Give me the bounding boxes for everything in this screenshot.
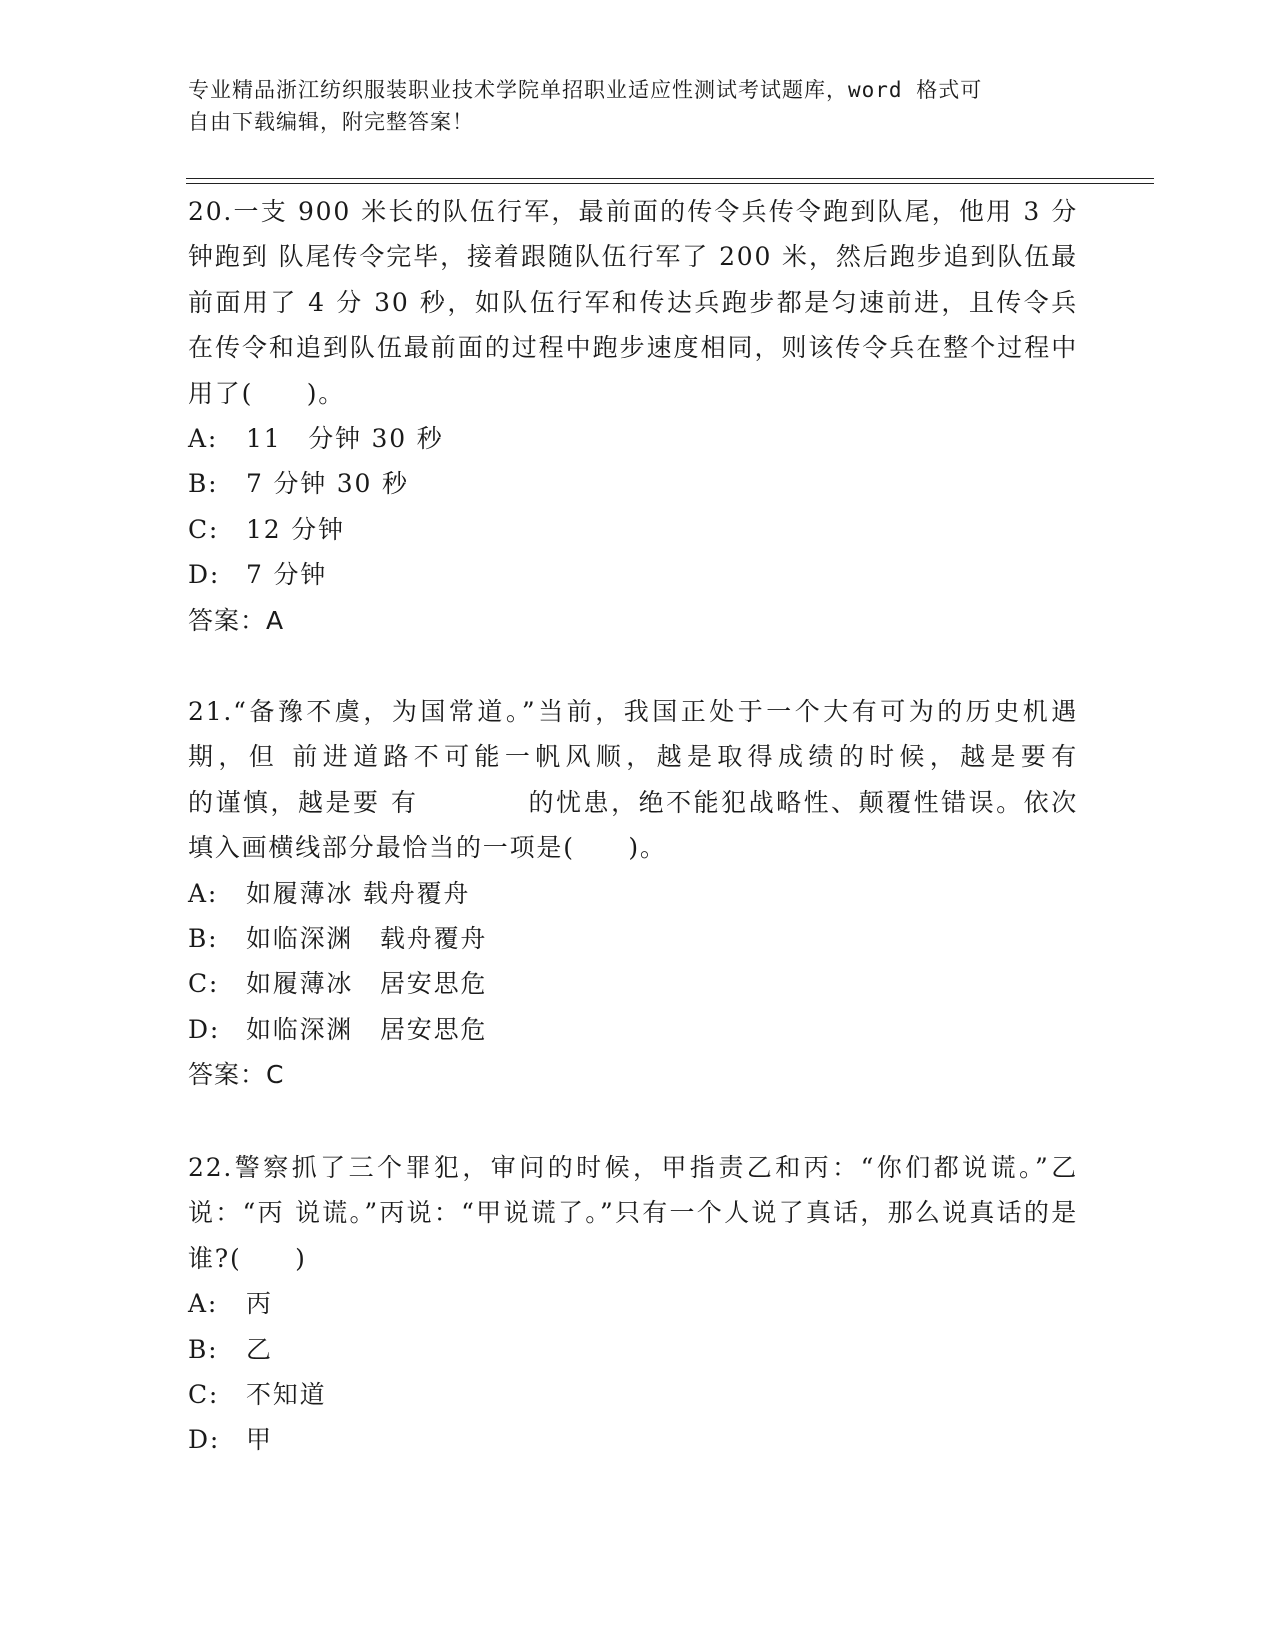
option-letter: D: xyxy=(188,560,221,590)
question-stem: 20.一支 900 米长的队伍行军，最前面的传令兵传令跑到队尾，他用 3 分钟跑到 队尾传令完毕，接着跟随队伍行军了 200 米，然后跑步追到队伍最前面用了 4 分 30 秒，如队伍行军和传达兵跑步都是匀速前进，且传令兵在传令和追到队伍最前面的过程中跑步速度相同，则该传令兵在整个过程中用了( )。 xyxy=(188,197,1078,408)
option-text: 乙 xyxy=(246,1334,273,1364)
option-letter: A: xyxy=(188,1289,219,1319)
option-d xyxy=(188,1417,1078,1462)
option-d xyxy=(188,552,1078,597)
option-a xyxy=(188,871,1078,916)
option-letter: C: xyxy=(188,1380,220,1409)
option-text: 7 分钟 30 秒 xyxy=(246,469,409,499)
option-text: 如履薄冰 载舟覆舟 xyxy=(246,878,471,908)
option-letter: C: xyxy=(188,969,220,999)
option-text: 如履薄冰 居安思危 xyxy=(246,969,488,999)
option-letter: B: xyxy=(188,1334,219,1364)
option-a xyxy=(188,1281,1078,1326)
option-text: 不知道 xyxy=(246,1380,327,1409)
question-22 xyxy=(188,1145,1078,1463)
option-b xyxy=(188,1327,1078,1372)
header-divider-top xyxy=(186,178,1154,179)
option-text: 11 分钟 30 秒 xyxy=(246,424,444,454)
option-c xyxy=(188,961,1078,1006)
question-stem: 21.“备豫不虞，为国常道。”当前，我国正处于一个大有可为的历史机遇期，但 前进道路不可能一帆风顺，越是取得成绩的时候，越是要有 的谨慎，越是要 有 的忧患，绝不能犯战略性、颠覆性错误。依次填入画横线部分最恰当的一项是( )。 xyxy=(188,697,1186,863)
header-line-2: 自由下载编辑，附完整答案！ xyxy=(188,110,474,134)
option-text: 7 分钟 xyxy=(246,560,328,590)
answer-line: 答案：A xyxy=(188,605,285,635)
header-line-1: 专业精品浙江纺织服装职业技术学院单招职业适应性测试考试题库，word 格式可 xyxy=(188,78,983,102)
option-text: 甲 xyxy=(246,1425,273,1455)
answer-line: 答案：C xyxy=(188,1060,285,1090)
question-20 xyxy=(188,189,1078,643)
option-b xyxy=(188,916,1078,961)
document-header xyxy=(188,74,1068,138)
option-letter: B: xyxy=(188,469,219,499)
option-text: 如临深渊 载舟覆舟 xyxy=(246,924,488,954)
option-letter: D: xyxy=(188,1014,221,1044)
option-letter: C: xyxy=(188,514,220,544)
option-c xyxy=(188,507,1078,552)
option-d xyxy=(188,1007,1078,1052)
header-divider-bottom xyxy=(186,183,1154,184)
option-letter: B: xyxy=(188,924,219,954)
option-text: 丙 xyxy=(246,1289,273,1319)
question-stem: 22.警察抓了三个罪犯，审问的时候，甲指责乙和丙：“你们都说谎。”乙说：“丙 说谎。”丙说：“甲说谎了。”只有一个人说了真话，那么说真话的是谁?( ) xyxy=(188,1153,1078,1273)
option-text: 12 分钟 xyxy=(246,514,345,544)
option-letter: D: xyxy=(188,1425,221,1455)
option-a xyxy=(188,416,1078,461)
option-letter: A: xyxy=(188,878,219,908)
option-c xyxy=(188,1372,1078,1417)
option-text: 如临深渊 居安思危 xyxy=(246,1014,488,1044)
question-21 xyxy=(188,689,1186,1098)
option-b xyxy=(188,461,1078,506)
option-letter: A: xyxy=(188,424,219,454)
